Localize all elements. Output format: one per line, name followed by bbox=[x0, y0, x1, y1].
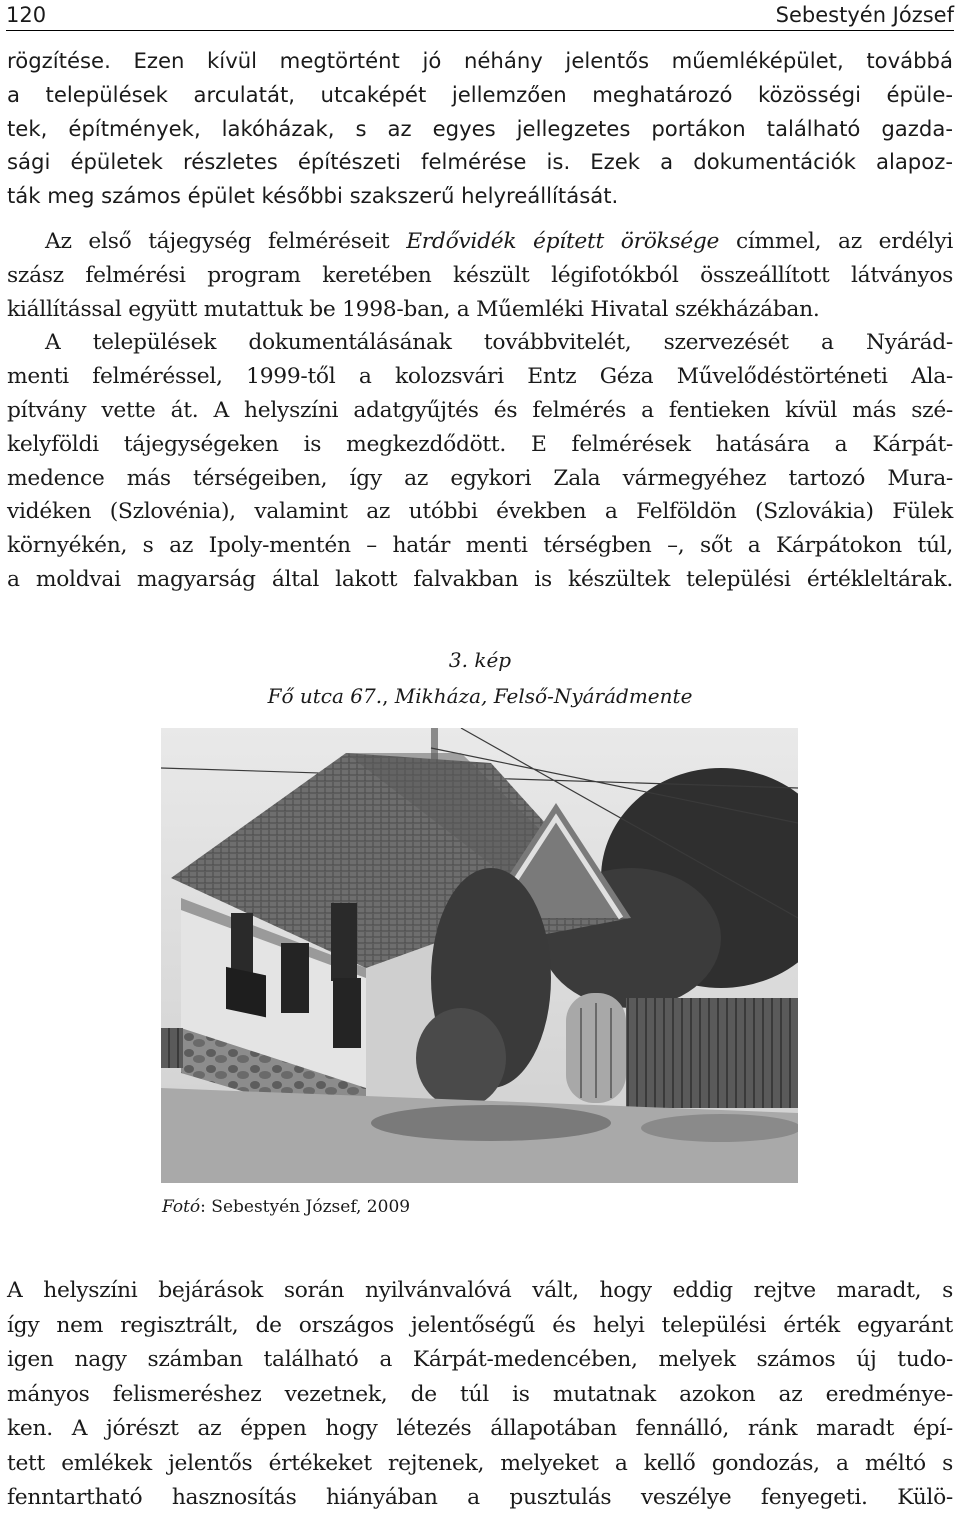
body-text-bottom bbox=[7, 1274, 953, 1516]
page-number: 120 bbox=[6, 3, 47, 27]
text-line: medence más térségeiben, így az egykori Zala vármegyéhez tartozó Mura- bbox=[7, 465, 953, 491]
text-run: címmel, az erdélyi bbox=[719, 229, 954, 254]
photo-credit-label: Fotó bbox=[162, 1197, 201, 1217]
text-line: fenntartható hasznosítás hiányában a pusztulás veszélye fenyegeti. Külö- bbox=[7, 1485, 953, 1510]
body-text-middle bbox=[7, 225, 953, 597]
text-line: igen nagy számban található a Kárpát-medencében, melyek számos új tudo- bbox=[7, 1347, 953, 1372]
text-line: pítvány vette át. A helyszíni adatgyűjtés és felmérés a fentieken kívül más szé- bbox=[7, 397, 953, 423]
text-line: kiállítással együtt mutattuk be 1998-ban, a Műemléki Hivatal székházában. bbox=[7, 296, 820, 322]
figure-title-address: Fő utca 67. bbox=[267, 684, 383, 708]
text-line: rögzítése. Ezen kívül megtörtént jó néhány jelentős műemléképület, továbbá bbox=[7, 48, 953, 73]
text-line: sági épületek részletes építészeti felmérése is. Ezek a dokumentációk alapoz- bbox=[7, 149, 953, 175]
paragraph-exhibition bbox=[7, 225, 953, 326]
text-line: a települések arculatát, utcaképét jellemzően meghatározó közösségi épüle- bbox=[7, 81, 953, 107]
text-line: szász felmérési program keretében készült légifotókból összeállított látványos bbox=[7, 262, 953, 288]
photo-credit bbox=[162, 1197, 410, 1217]
text-line: menti felméréssel, 1999-től a kolozsvári Entz Géza Művelődéstörténeti Ala- bbox=[7, 364, 953, 390]
text-run: Az első tájegység felméréseit bbox=[45, 229, 407, 254]
text-line: ken. A jórészt az éppen hogy létezés állapotában fennálló, ránk maradt épí- bbox=[7, 1416, 953, 1441]
figure-number: 3. kép bbox=[448, 648, 512, 672]
paragraph-continuation bbox=[7, 44, 953, 213]
text-line bbox=[7, 225, 953, 259]
figure-photo-house bbox=[161, 728, 798, 1183]
text-line: környékén, s az Ipoly-mentén – határ menti térségben –, sőt a Kárpátokon túl, bbox=[7, 533, 953, 559]
text-line: a moldvai magyarság által lakott falvakban is készültek települési értékleltárak. bbox=[7, 566, 953, 592]
figure-title-place: Mikháza, Felső-Nyárádmente bbox=[394, 684, 693, 708]
page-header bbox=[6, 0, 954, 31]
house-photo-illustration bbox=[161, 728, 798, 1183]
text-line: A települések dokumentálásának továbbvitelét, szervezését a Nyárád- bbox=[45, 330, 953, 356]
text-line: tek, építmények, lakóházak, s az egyes jellegzetes portákon található gazda- bbox=[7, 115, 953, 141]
figure-title-separator: , bbox=[382, 684, 395, 708]
text-line: így nem regisztrált, de országos jelentőségű és helyi települési érték egyaránt bbox=[7, 1312, 953, 1338]
text-line: vidéken (Szlovénia), valamint az utóbbi években a Felföldön (Szlovákia) Fülek bbox=[7, 499, 953, 525]
text-line: tett emlékek jelentős értékeket rejtenek, melyeket a kellő gondozás, a méltó s bbox=[7, 1450, 953, 1476]
body-text-top bbox=[7, 44, 953, 213]
text-line: mányos felismeréshez vezetnek, de túl is mutatnak azokon az eredménye- bbox=[7, 1381, 953, 1407]
text-line: kelyföldi tájegységeken is megkezdődött. E felmérések hatására a Kárpát- bbox=[7, 431, 953, 457]
figure-title bbox=[0, 684, 960, 708]
exhibition-title: Erdővidék épített öröksége bbox=[406, 229, 720, 254]
photo-credit-text: : Sebestyén József, 2009 bbox=[200, 1197, 411, 1217]
paragraph-documentation bbox=[7, 326, 953, 596]
running-head-author: Sebestyén József bbox=[775, 3, 954, 27]
text-line: A helyszíni bejárások során nyilvánvalóvá vált, hogy eddig rejtve maradt, s bbox=[7, 1278, 953, 1303]
text-line: ták meg számos épület későbbi szakszerű helyreállítását. bbox=[7, 183, 619, 209]
paragraph-findings bbox=[7, 1274, 953, 1516]
